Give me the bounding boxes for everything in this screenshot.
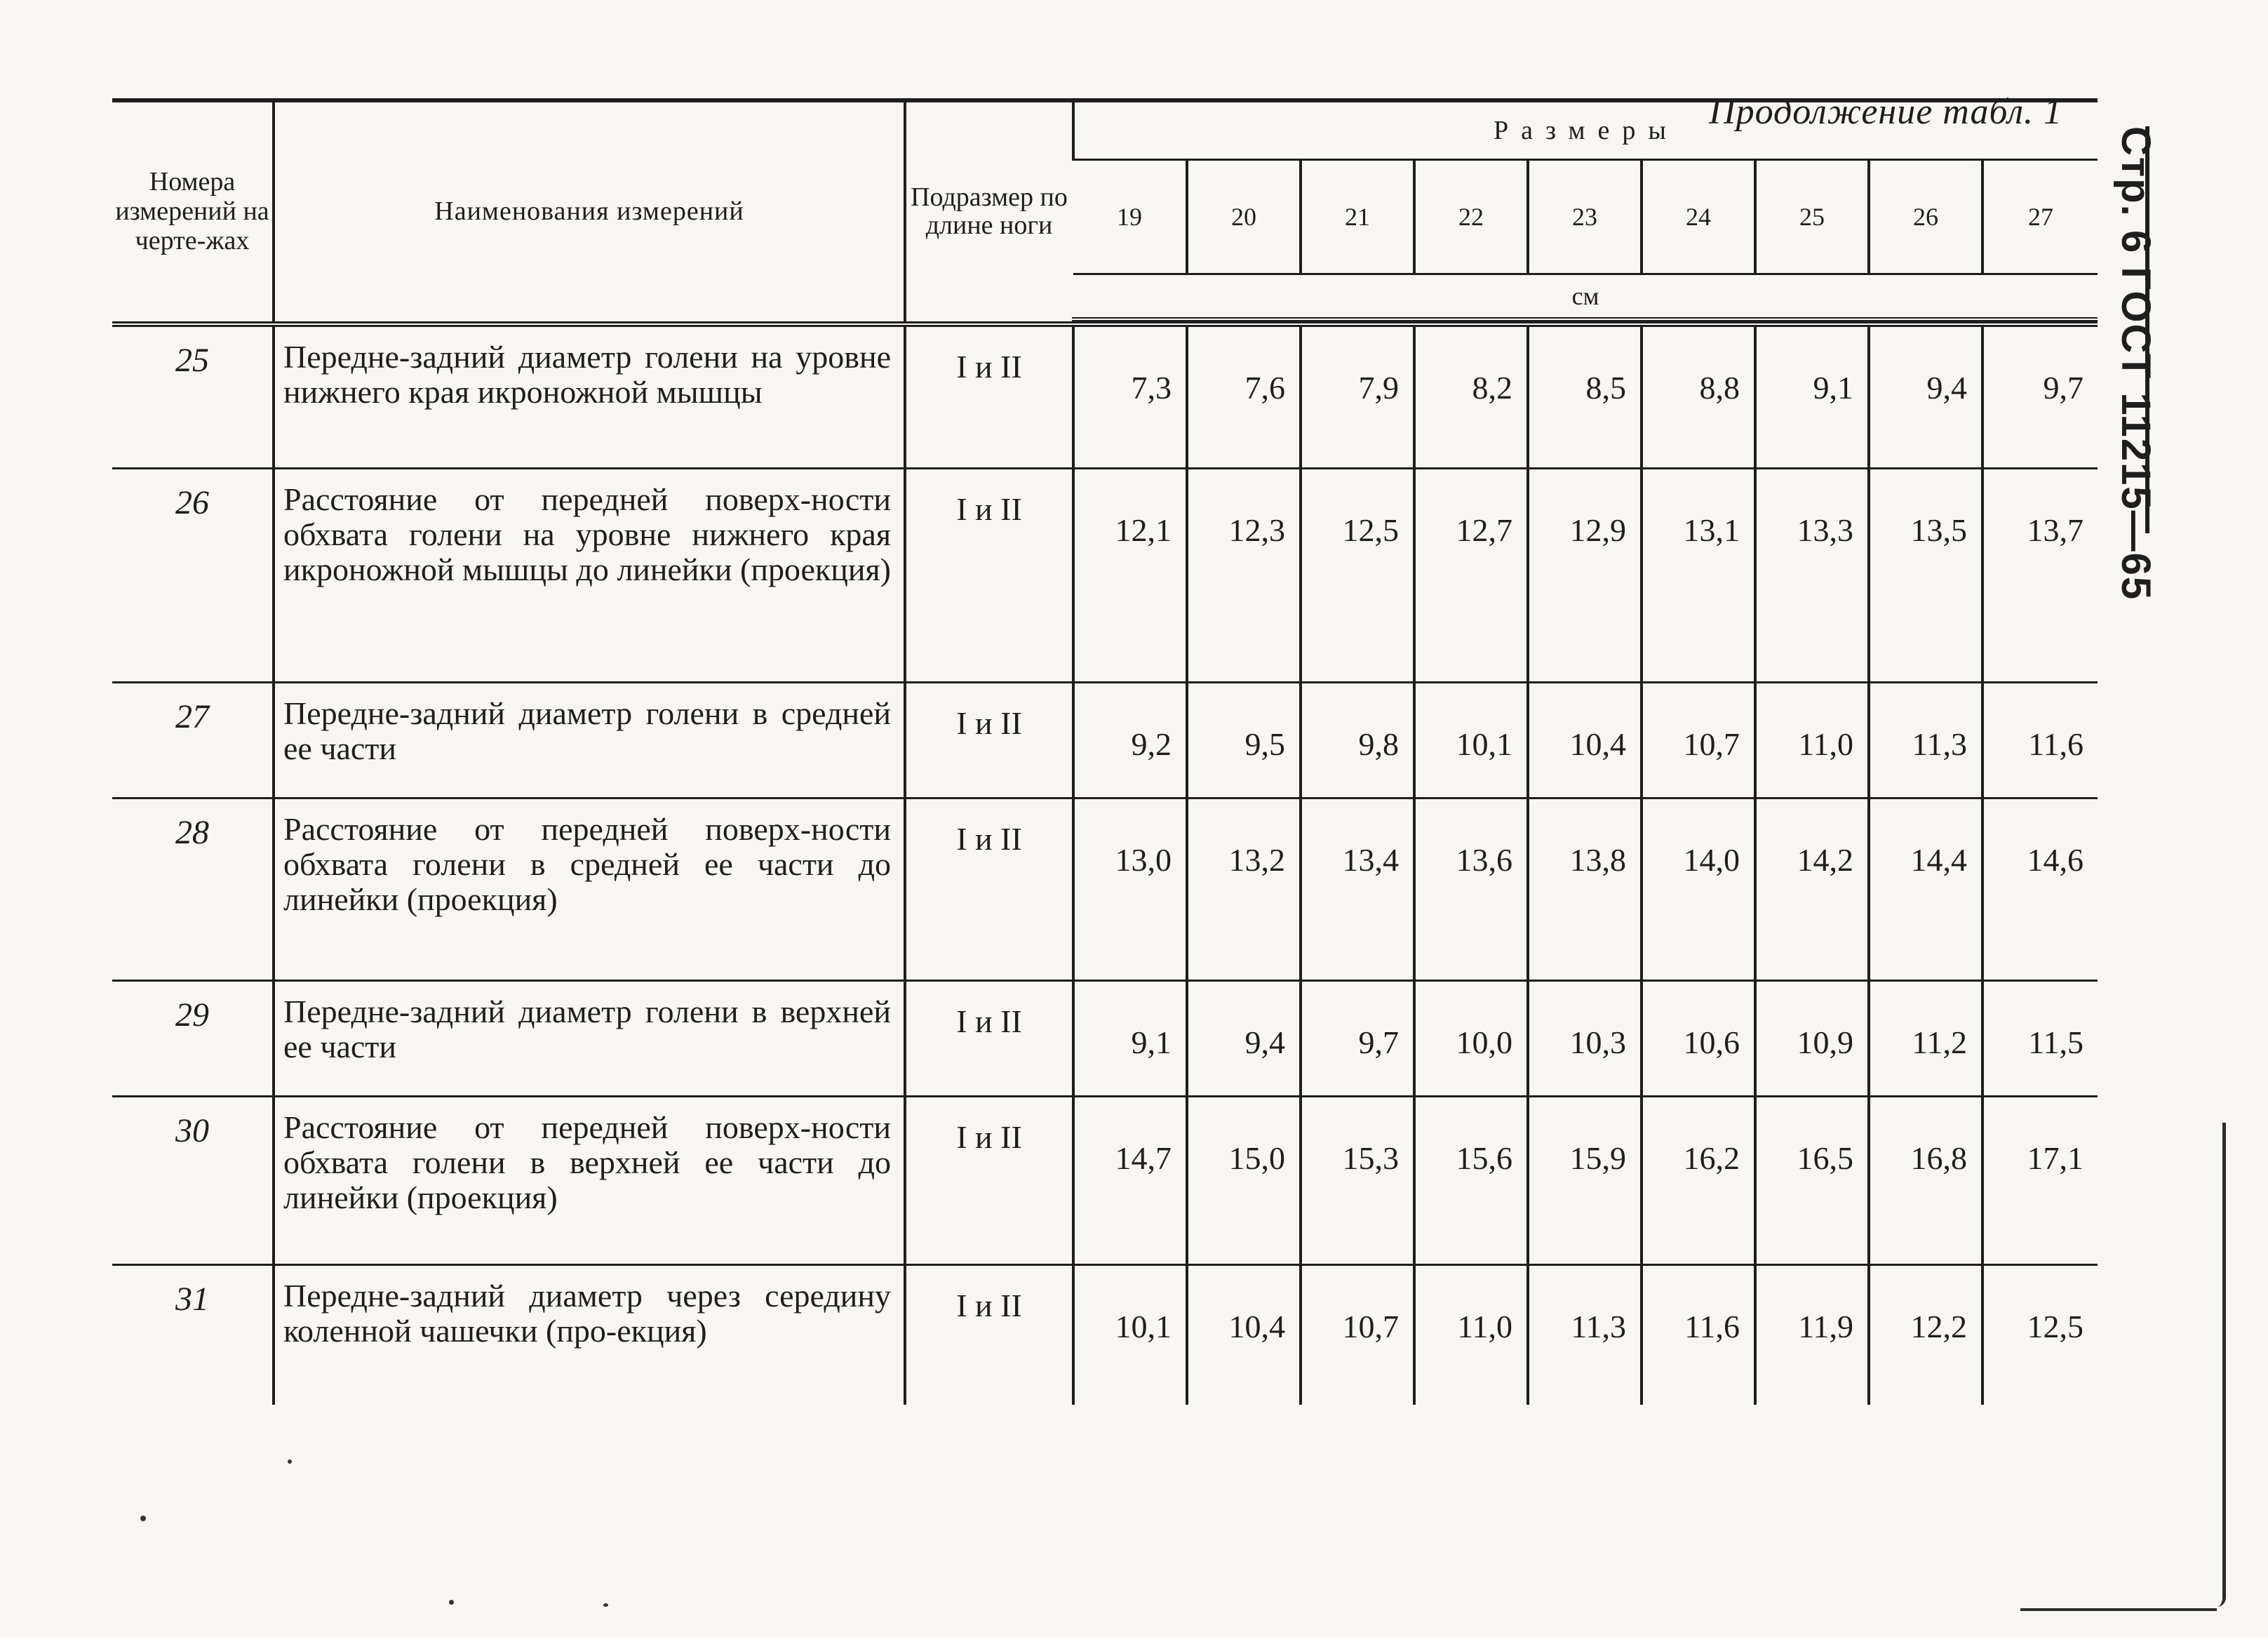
row-number: 28: [112, 798, 274, 980]
value-cell: 9,5: [1187, 682, 1301, 798]
row-subsize: I и II: [905, 1264, 1073, 1405]
row-number: 31: [175, 1280, 209, 1318]
value-cell: 7,9: [1301, 324, 1414, 468]
value-cell: 10,0: [1414, 980, 1528, 1096]
value-cell: 16,2: [1642, 1096, 1755, 1264]
row-number: 29: [112, 980, 274, 1096]
row-measurement-name: Расстояние от передней поверх-ности обхвата голени на уровне нижнего края икроножной мышцы до линейки (проекция): [274, 468, 905, 682]
table-header: [112, 100, 2098, 324]
scan-speck: [140, 1516, 146, 1521]
table-body: [112, 324, 2098, 1405]
size-header-22: 22: [1414, 160, 1528, 274]
value-cell: 12,9: [1528, 468, 1642, 682]
value-cell: 13,6: [1414, 798, 1528, 980]
page-edge-bottom: [2020, 1608, 2217, 1611]
value-cell: 10,1: [1414, 682, 1528, 798]
row-measurement-name: Передне-задний диаметр голени на уровне нижнего края икроножной мышцы: [274, 324, 905, 468]
value-cell: 7,3: [1073, 324, 1187, 468]
row-measurement-name: Расстояние от передней поверх-ности обхвата голени в средней ее части до линейки (проекция): [274, 798, 905, 980]
row-number: 27: [112, 682, 274, 798]
value-cell: 10,3: [1528, 980, 1642, 1096]
value-cell: 9,2: [1073, 682, 1187, 798]
row-number: 30: [112, 1096, 274, 1264]
value-cell: 13,7: [1982, 468, 2098, 682]
value-cell: 9,7: [1982, 324, 2098, 468]
page-side-label: Стр. 6 ГОСТ 11215—65: [2113, 126, 2159, 601]
value-cell: 16,8: [1869, 1096, 1982, 1264]
value-cell: 13,8: [1528, 798, 1642, 980]
value-cell: 11,9: [1755, 1264, 1869, 1405]
value-cell: 14,2: [1755, 798, 1869, 980]
table-row: [112, 468, 2098, 682]
value-cell: 17,1: [1982, 1096, 2098, 1264]
value-cell: 10,7: [1301, 1264, 1414, 1405]
size-header-19: 19: [1117, 203, 1142, 231]
value-cell: 14,6: [1982, 798, 2098, 980]
header-measurement-name: Наименования измерений: [274, 100, 905, 319]
value-cell: 9,4: [1869, 324, 1982, 468]
value-cell: 14,4: [1869, 798, 1982, 980]
value-cell: 7,6: [1187, 324, 1301, 468]
value-cell: 10,4: [1187, 1264, 1301, 1405]
table-continuation-caption: Продолжение табл. 1: [1709, 92, 2062, 132]
size-header-23: 23: [1528, 160, 1642, 274]
size-header-25: 25: [1755, 160, 1869, 274]
measurements-table: [112, 98, 2098, 1405]
row-number: 25: [112, 324, 274, 468]
scan-speck: [449, 1600, 454, 1605]
value-cell: 12,5: [1301, 468, 1414, 682]
value-cell: 10,6: [1642, 980, 1755, 1096]
header-measurement-number: Номера измерений на черте-жах: [115, 166, 269, 255]
value-cell: 15,9: [1528, 1096, 1642, 1264]
value-cell: 10,4: [1528, 682, 1642, 798]
value-cell: 12,7: [1414, 468, 1528, 682]
table-row: [112, 1096, 2098, 1264]
value-cell: 12,5: [1982, 1264, 2098, 1405]
row-number: 26: [112, 468, 274, 682]
value-cell: 9,8: [1301, 682, 1414, 798]
value-cell: 13,2: [1187, 798, 1301, 980]
unit-label: см: [1073, 274, 2098, 320]
value-cell: 8,2: [1414, 324, 1528, 468]
row-subsize: I и II: [905, 324, 1073, 468]
table-row: [112, 324, 2098, 468]
value-cell: 13,0: [1073, 798, 1187, 980]
value-cell: 14,7: [1073, 1096, 1187, 1264]
value-cell: 10,9: [1755, 980, 1869, 1096]
value-cell: 9,4: [1187, 980, 1301, 1096]
size-header-26: 26: [1869, 160, 1982, 274]
value-cell: 9,1: [1755, 324, 1869, 468]
value-cell: 13,5: [1869, 468, 1982, 682]
table-row: [112, 798, 2098, 980]
row-subsize: I и II: [905, 468, 1073, 682]
value-cell: 10,1: [1073, 1264, 1187, 1405]
header-sizes: Размеры: [1073, 100, 2098, 160]
value-cell: 11,6: [1642, 1264, 1755, 1405]
table-row: [112, 682, 2098, 798]
row-measurement-name: Передне-задний диаметр голени в верхней ее части: [274, 980, 905, 1096]
page-edge-curve: [2217, 1123, 2226, 1607]
value-cell: 13,4: [1301, 798, 1414, 980]
value-cell: 11,5: [1982, 980, 2098, 1096]
row-measurement-name: Расстояние от передней поверх-ности обхвата голени в верхней ее части до линейки (проекция): [274, 1096, 905, 1264]
value-cell: 13,3: [1755, 468, 1869, 682]
table-row: [112, 980, 2098, 1096]
value-cell: 12,1: [1073, 468, 1187, 682]
row-subsize: I и II: [905, 798, 1073, 980]
value-cell: 16,5: [1755, 1096, 1869, 1264]
size-header-24: 24: [1642, 160, 1755, 274]
value-cell: 11,6: [1982, 682, 2098, 798]
row-subsize: I и II: [905, 980, 1073, 1096]
value-cell: 11,2: [1869, 980, 1982, 1096]
scan-speck: [288, 1459, 292, 1464]
value-cell: 9,1: [1073, 980, 1187, 1096]
row-subsize: I и II: [905, 682, 1073, 798]
value-cell: 8,5: [1528, 324, 1642, 468]
row-measurement-name: Передне-задний диаметр через середину коленной чашечки (про-екция): [274, 1264, 905, 1405]
value-cell: 11,0: [1755, 682, 1869, 798]
value-cell: 11,3: [1528, 1264, 1642, 1405]
value-cell: 12,2: [1869, 1264, 1982, 1405]
value-cell: 9,7: [1301, 980, 1414, 1096]
value-cell: 13,1: [1642, 468, 1755, 682]
value-cell: 10,7: [1642, 682, 1755, 798]
row-measurement-name: Передне-задний диаметр голени в средней ее части: [274, 682, 905, 798]
size-header-21: 21: [1301, 160, 1414, 274]
size-header-20: 20: [1187, 160, 1301, 274]
value-cell: 15,0: [1187, 1096, 1301, 1264]
value-cell: 11,0: [1414, 1264, 1528, 1405]
value-cell: 15,6: [1414, 1096, 1528, 1264]
header-subsize: Подразмер по длине ноги: [905, 100, 1073, 319]
value-cell: 11,3: [1869, 682, 1982, 798]
value-cell: 15,3: [1301, 1096, 1414, 1264]
scan-speck: [603, 1603, 608, 1607]
value-cell: 8,8: [1642, 324, 1755, 468]
table-row: [112, 1264, 2098, 1405]
size-header-27: 27: [1982, 160, 2098, 274]
value-cell: 14,0: [1642, 798, 1755, 980]
row-subsize: I и II: [905, 1096, 1073, 1264]
value-cell: 12,3: [1187, 468, 1301, 682]
